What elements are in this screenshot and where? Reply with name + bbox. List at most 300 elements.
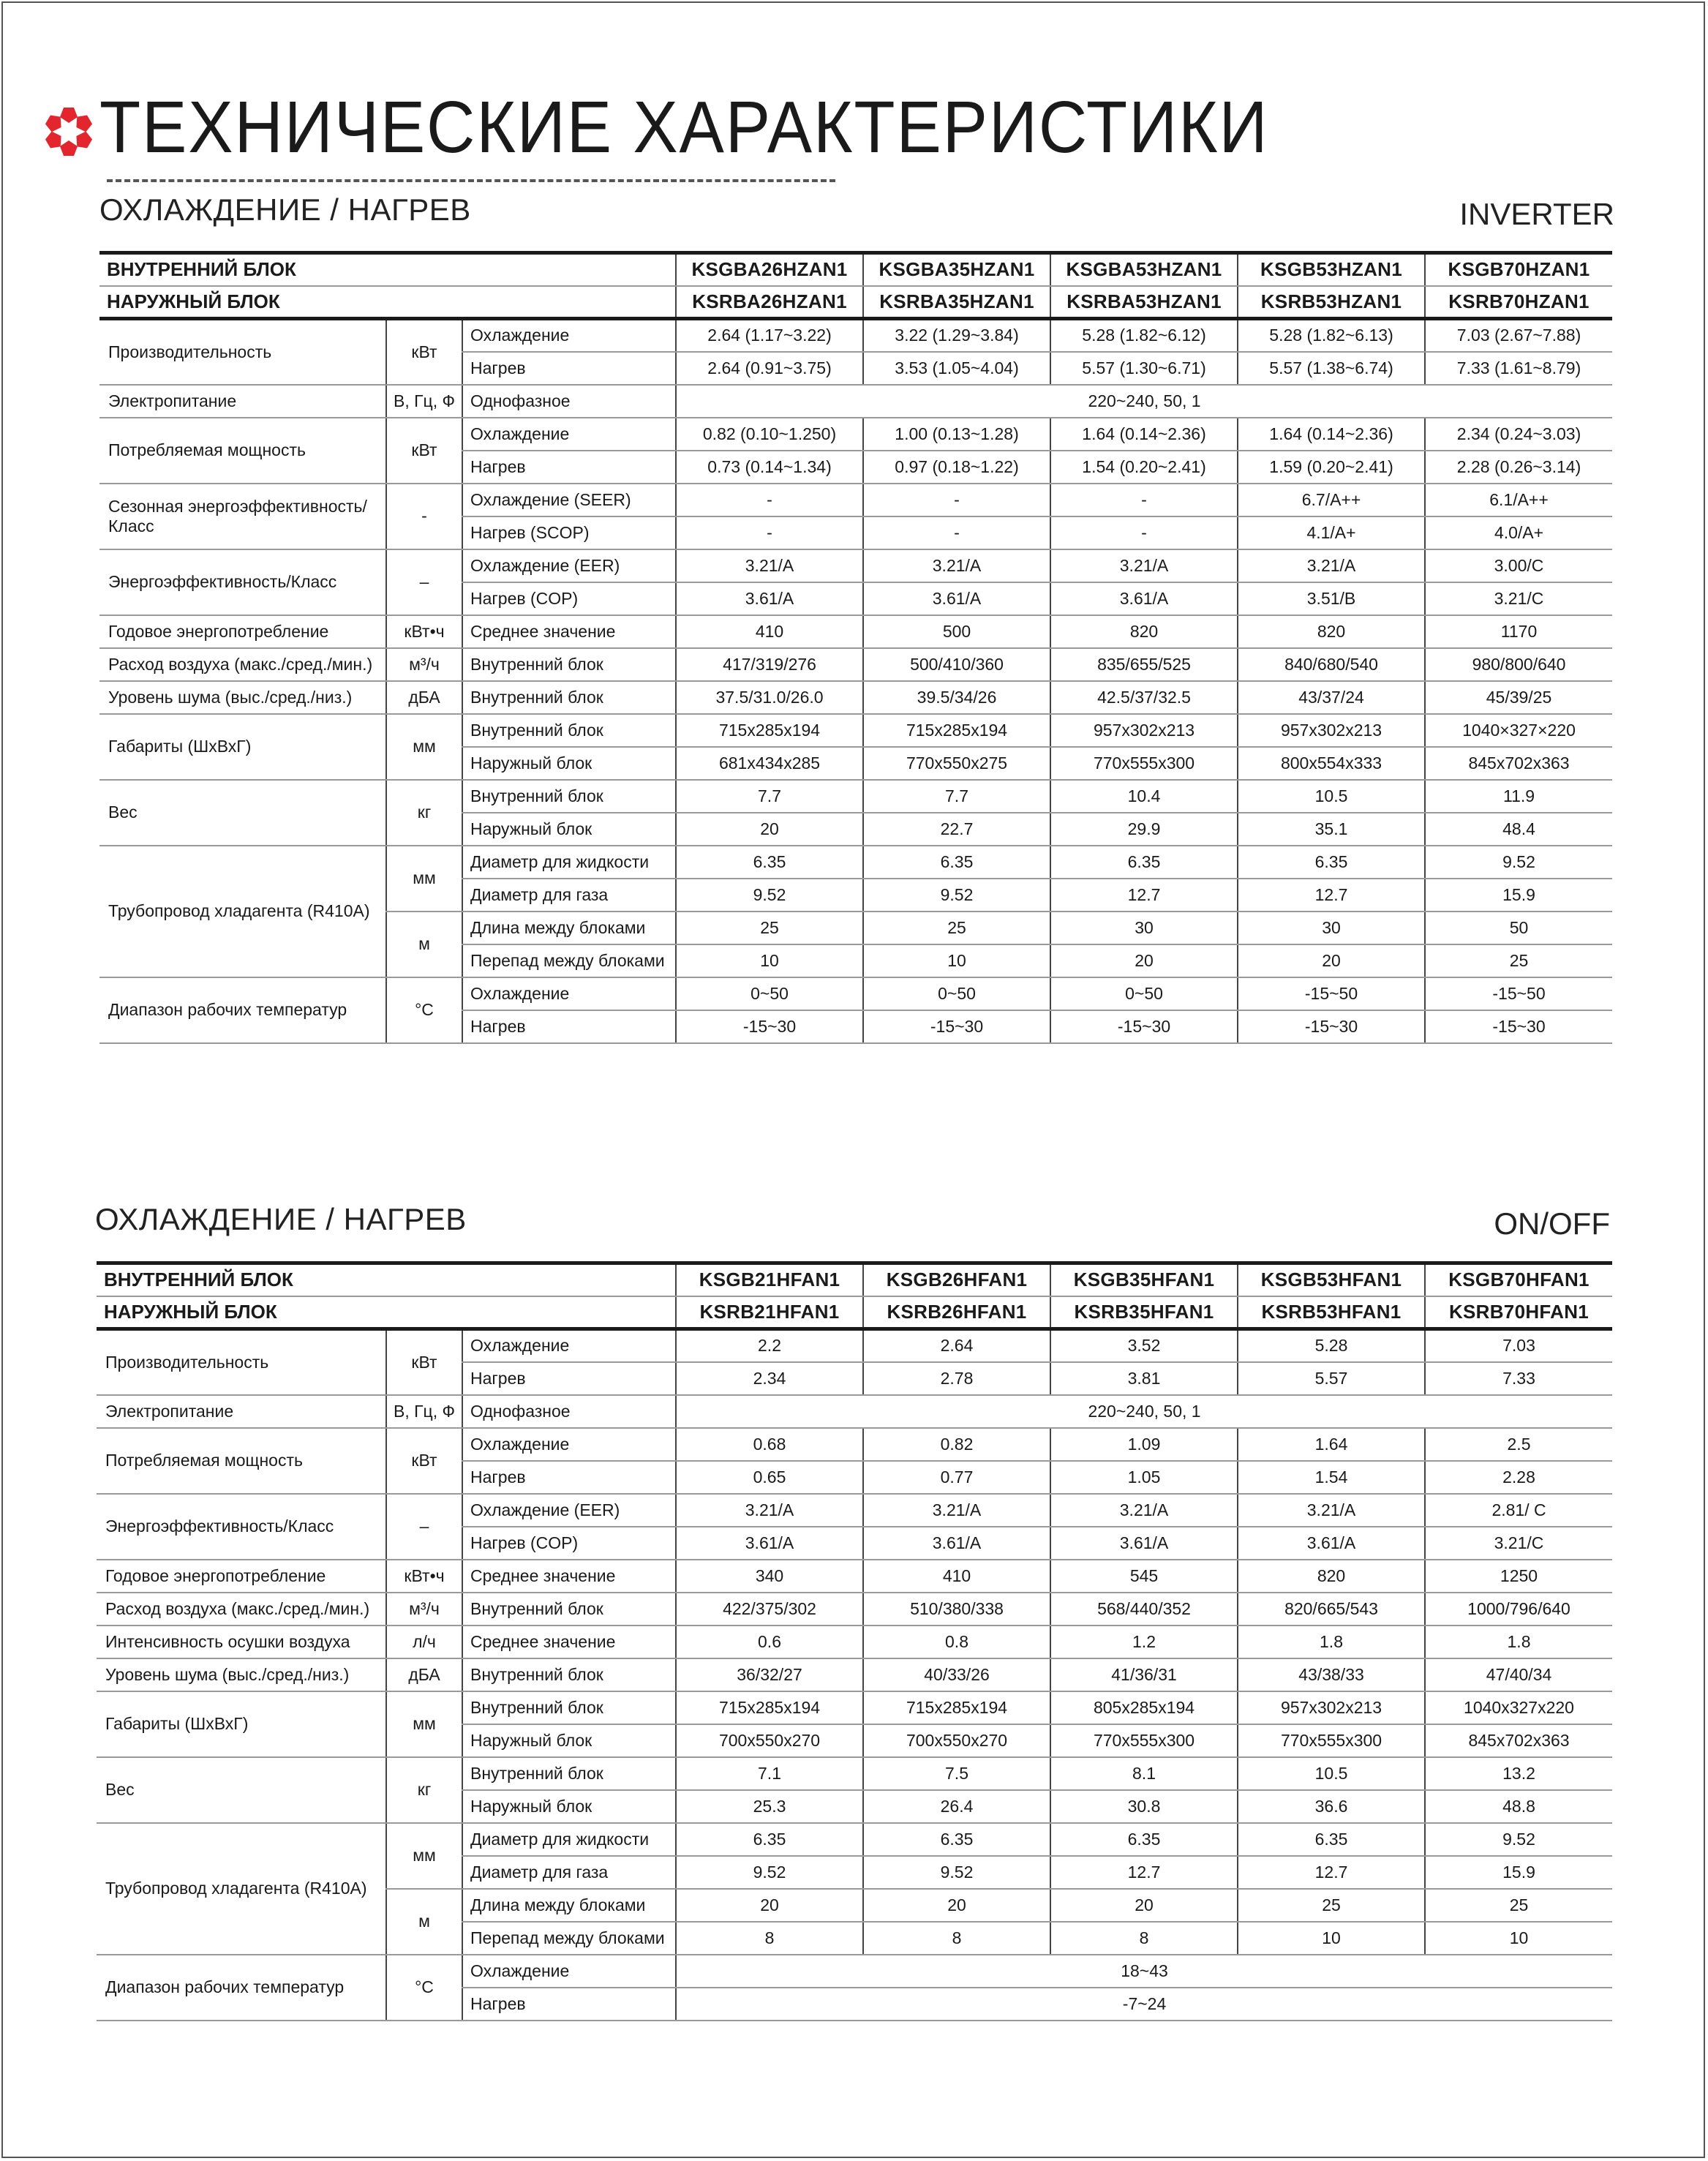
mode-label: Наружный блок bbox=[462, 1724, 676, 1757]
param-unit: м bbox=[386, 1889, 462, 1955]
spec-row bbox=[97, 1823, 1612, 1856]
value-cell: 45/39/25 bbox=[1425, 681, 1612, 714]
inverter-section-title: ОХЛАЖДЕНИЕ / НАГРЕВ bbox=[99, 192, 471, 227]
param-unit: кВт•ч bbox=[386, 1560, 462, 1593]
value-cell: 10 bbox=[1238, 1922, 1425, 1955]
mode-label: Охлаждение bbox=[462, 1955, 676, 1988]
spec-row bbox=[99, 846, 1612, 879]
value-cell: 770x550x275 bbox=[863, 747, 1050, 780]
value-cell: -15~30 bbox=[1050, 1010, 1238, 1043]
mode-label: Внутренний блок bbox=[462, 1658, 676, 1691]
value-cell: 10.5 bbox=[1238, 1757, 1425, 1790]
value-cell: 700x550x270 bbox=[863, 1724, 1050, 1757]
value-cell: 845x702x363 bbox=[1425, 747, 1612, 780]
value-cell: 715x285x194 bbox=[863, 714, 1050, 747]
value-cell: 957x302x213 bbox=[1238, 1691, 1425, 1724]
value-cell: 9.52 bbox=[1425, 846, 1612, 879]
value-cell: 2.28 bbox=[1425, 1461, 1612, 1494]
mode-label: Наружный блок bbox=[462, 747, 676, 780]
value-cell: 15.9 bbox=[1425, 879, 1612, 912]
spec-row bbox=[99, 648, 1612, 681]
value-cell: 3.21/C bbox=[1425, 582, 1612, 615]
value-cell: 3.81 bbox=[1050, 1362, 1238, 1395]
value-cell: - bbox=[863, 516, 1050, 549]
indoor-unit-header-row bbox=[99, 253, 1612, 286]
spec-row bbox=[97, 1955, 1612, 1988]
mode-label: Охлаждение (EER) bbox=[462, 549, 676, 582]
param-unit: мм bbox=[386, 846, 462, 912]
value-cell: 8 bbox=[1050, 1922, 1238, 1955]
outdoor-unit-label: НАРУЖНЫЙ БЛОК bbox=[97, 1296, 676, 1329]
page-title: ТЕХНИЧЕСКИЕ ХАРАКТЕРИСТИКИ bbox=[99, 86, 1269, 168]
mode-label: Диаметр для жидкости bbox=[462, 846, 676, 879]
shared-value-cell: -7~24 bbox=[676, 1988, 1612, 2021]
value-cell: 41/36/31 bbox=[1050, 1658, 1238, 1691]
outdoor-unit-header-row bbox=[99, 286, 1612, 319]
value-cell: 410 bbox=[676, 615, 863, 648]
indoor-model-name: KSGB70HZAN1 bbox=[1425, 253, 1612, 286]
value-cell: 1.2 bbox=[1050, 1626, 1238, 1658]
param-name: Трубопровод хладагента (R410A) bbox=[97, 1823, 386, 1955]
value-cell: 1250 bbox=[1425, 1560, 1612, 1593]
value-cell: 545 bbox=[1050, 1560, 1238, 1593]
mode-label: Охлаждение bbox=[462, 418, 676, 451]
value-cell: 6.35 bbox=[863, 846, 1050, 879]
value-cell: 6.35 bbox=[1050, 1823, 1238, 1856]
value-cell: 43/37/24 bbox=[1238, 681, 1425, 714]
value-cell: 715x285x194 bbox=[863, 1691, 1050, 1724]
indoor-unit-label: ВНУТРЕННИЙ БЛОК bbox=[97, 1263, 676, 1296]
mode-label: Диаметр для газа bbox=[462, 1856, 676, 1889]
param-unit: В, Гц, Ф bbox=[386, 385, 462, 418]
spec-row bbox=[97, 1593, 1612, 1626]
param-name: Интенсивность осушки воздуха bbox=[97, 1626, 386, 1658]
mode-label: Охлаждение bbox=[462, 1329, 676, 1362]
value-cell: 20 bbox=[1238, 944, 1425, 977]
mode-label: Перепад между блоками bbox=[462, 1922, 676, 1955]
outdoor-model-name: KSRB70HZAN1 bbox=[1425, 286, 1612, 319]
value-cell: 20 bbox=[1050, 944, 1238, 977]
value-cell: 3.61/A bbox=[1050, 1527, 1238, 1560]
value-cell: 43/38/33 bbox=[1238, 1658, 1425, 1691]
value-cell: 6.35 bbox=[676, 846, 863, 879]
value-cell: 5.28 (1.82~6.12) bbox=[1050, 319, 1238, 352]
value-cell: 40/33/26 bbox=[863, 1658, 1050, 1691]
value-cell: - bbox=[676, 516, 863, 549]
spec-row bbox=[99, 615, 1612, 648]
value-cell: 15.9 bbox=[1425, 1856, 1612, 1889]
value-cell: 1.59 (0.20~2.41) bbox=[1238, 451, 1425, 484]
outdoor-model-name: KSRB70HFAN1 bbox=[1425, 1296, 1612, 1329]
param-name: Производительность bbox=[99, 319, 386, 385]
value-cell: -15~30 bbox=[1425, 1010, 1612, 1043]
mode-label: Диаметр для газа bbox=[462, 879, 676, 912]
value-cell: 0.77 bbox=[863, 1461, 1050, 1494]
value-cell: 957x302x213 bbox=[1050, 714, 1238, 747]
value-cell: 1.64 bbox=[1238, 1428, 1425, 1461]
indoor-model-name: KSGB35HFAN1 bbox=[1050, 1263, 1238, 1296]
value-cell: 820 bbox=[1050, 615, 1238, 648]
value-cell: 410 bbox=[863, 1560, 1050, 1593]
indoor-model-name: KSGB53HFAN1 bbox=[1238, 1263, 1425, 1296]
value-cell: 3.53 (1.05~4.04) bbox=[863, 352, 1050, 385]
param-unit: мм bbox=[386, 1691, 462, 1757]
spec-row bbox=[97, 1560, 1612, 1593]
value-cell: 7.5 bbox=[863, 1757, 1050, 1790]
param-unit: дБА bbox=[386, 681, 462, 714]
spec-row bbox=[99, 549, 1612, 582]
param-name: Годовое энергопотребление bbox=[99, 615, 386, 648]
value-cell: 0.97 (0.18~1.22) bbox=[863, 451, 1050, 484]
value-cell: 1040x327x220 bbox=[1425, 1691, 1612, 1724]
value-cell: 770x555x300 bbox=[1238, 1724, 1425, 1757]
value-cell: 10.5 bbox=[1238, 780, 1425, 813]
value-cell: 7.7 bbox=[676, 780, 863, 813]
spec-row bbox=[99, 714, 1612, 747]
value-cell: 4.1/A+ bbox=[1238, 516, 1425, 549]
mode-label: Внутренний блок bbox=[462, 681, 676, 714]
spec-row bbox=[99, 418, 1612, 451]
spec-row bbox=[97, 1428, 1612, 1461]
param-name: Диапазон рабочих температур bbox=[97, 1955, 386, 2021]
onoff-section-title: ОХЛАЖДЕНИЕ / НАГРЕВ bbox=[95, 1202, 467, 1236]
value-cell: 2.2 bbox=[676, 1329, 863, 1362]
param-unit: °С bbox=[386, 1955, 462, 2021]
param-unit: °С bbox=[386, 977, 462, 1043]
value-cell: 1.64 (0.14~2.36) bbox=[1050, 418, 1238, 451]
spec-row bbox=[97, 1494, 1612, 1527]
indoor-model-name: KSGB21HFAN1 bbox=[676, 1263, 863, 1296]
outdoor-model-name: KSRBA53HZAN1 bbox=[1050, 286, 1238, 319]
value-cell: 5.57 (1.30~6.71) bbox=[1050, 352, 1238, 385]
mode-label: Охлаждение bbox=[462, 977, 676, 1010]
value-cell: 0.65 bbox=[676, 1461, 863, 1494]
value-cell: 9.52 bbox=[676, 1856, 863, 1889]
value-cell: 25 bbox=[1425, 944, 1612, 977]
mode-label: Нагрев bbox=[462, 1988, 676, 2021]
param-name: Потребляемая мощность bbox=[97, 1428, 386, 1494]
mode-label: Внутренний блок bbox=[462, 1757, 676, 1790]
value-cell: 3.21/A bbox=[1238, 1494, 1425, 1527]
value-cell: 3.52 bbox=[1050, 1329, 1238, 1362]
value-cell: 1.8 bbox=[1238, 1626, 1425, 1658]
mode-label: Охлаждение (EER) bbox=[462, 1494, 676, 1527]
param-name: Энергоэффективность/Класс bbox=[97, 1494, 386, 1560]
value-cell: 5.28 (1.82~6.13) bbox=[1238, 319, 1425, 352]
indoor-unit-label: ВНУТРЕННИЙ БЛОК bbox=[99, 253, 676, 286]
value-cell: 26.4 bbox=[863, 1790, 1050, 1823]
value-cell: 835/655/525 bbox=[1050, 648, 1238, 681]
param-name: Расход воздуха (макс./сред./мин.) bbox=[99, 648, 386, 681]
inverter-mode-label: INVERTER bbox=[1459, 197, 1614, 231]
value-cell: 500 bbox=[863, 615, 1050, 648]
spec-row bbox=[97, 1395, 1612, 1428]
value-cell: 47/40/34 bbox=[1425, 1658, 1612, 1691]
value-cell: 9.52 bbox=[863, 1856, 1050, 1889]
value-cell: 820 bbox=[1238, 615, 1425, 648]
value-cell: 30 bbox=[1050, 912, 1238, 944]
value-cell: 2.78 bbox=[863, 1362, 1050, 1395]
onoff-spec-table bbox=[97, 1261, 1612, 2021]
param-name: Производительность bbox=[97, 1329, 386, 1395]
value-cell: 20 bbox=[1050, 1889, 1238, 1922]
value-cell: 681x434x285 bbox=[676, 747, 863, 780]
param-name: Диапазон рабочих температур bbox=[99, 977, 386, 1043]
mode-label: Среднее значение bbox=[462, 1560, 676, 1593]
param-unit: мм bbox=[386, 1823, 462, 1889]
param-name: Энергоэффективность/Класс bbox=[99, 549, 386, 615]
value-cell: 2.81/ C bbox=[1425, 1494, 1612, 1527]
param-name: Габариты (ШхВхГ) bbox=[99, 714, 386, 780]
value-cell: 7.03 bbox=[1425, 1329, 1612, 1362]
param-unit: кВт bbox=[386, 418, 462, 484]
mode-label: Наружный блок bbox=[462, 1790, 676, 1823]
mode-label: Среднее значение bbox=[462, 1626, 676, 1658]
value-cell: 2.28 (0.26~3.14) bbox=[1425, 451, 1612, 484]
param-name: Расход воздуха (макс./сред./мин.) bbox=[97, 1593, 386, 1626]
mode-label: Охлаждение bbox=[462, 319, 676, 352]
value-cell: 12.7 bbox=[1050, 879, 1238, 912]
shared-value-cell: 18~43 bbox=[676, 1955, 1612, 1988]
value-cell: 37.5/31.0/26.0 bbox=[676, 681, 863, 714]
spec-row bbox=[97, 1757, 1612, 1790]
value-cell: 48.8 bbox=[1425, 1790, 1612, 1823]
value-cell: 0.82 bbox=[863, 1428, 1050, 1461]
value-cell: 0~50 bbox=[863, 977, 1050, 1010]
value-cell: 10 bbox=[863, 944, 1050, 977]
mode-label: Нагрев (COP) bbox=[462, 582, 676, 615]
value-cell: 2.64 (1.17~3.22) bbox=[676, 319, 863, 352]
value-cell: 1.09 bbox=[1050, 1428, 1238, 1461]
value-cell: 1.54 (0.20~2.41) bbox=[1050, 451, 1238, 484]
outdoor-model-name: KSRB35HFAN1 bbox=[1050, 1296, 1238, 1329]
value-cell: 820 bbox=[1238, 1560, 1425, 1593]
onoff-mode-label: ON/OFF bbox=[1494, 1206, 1610, 1241]
param-name: Потребляемая мощность bbox=[99, 418, 386, 484]
indoor-model-name: KSGB53HZAN1 bbox=[1238, 253, 1425, 286]
value-cell: 3.21/A bbox=[676, 549, 863, 582]
param-unit: В, Гц, Ф bbox=[386, 1395, 462, 1428]
value-cell: 36/32/27 bbox=[676, 1658, 863, 1691]
value-cell: 800x554x333 bbox=[1238, 747, 1425, 780]
outdoor-model-name: KSRB53HZAN1 bbox=[1238, 286, 1425, 319]
value-cell: 9.52 bbox=[676, 879, 863, 912]
value-cell: -15~30 bbox=[676, 1010, 863, 1043]
mode-label: Нагрев (SCOP) bbox=[462, 516, 676, 549]
param-name: Уровень шума (выс./сред./низ.) bbox=[97, 1658, 386, 1691]
value-cell: 6.35 bbox=[1238, 1823, 1425, 1856]
param-unit: м bbox=[386, 912, 462, 977]
mode-label: Охлаждение (SEER) bbox=[462, 484, 676, 516]
value-cell: 6.35 bbox=[676, 1823, 863, 1856]
value-cell: 3.21/A bbox=[863, 549, 1050, 582]
param-name: Электропитание bbox=[99, 385, 386, 418]
value-cell: 3.21/A bbox=[676, 1494, 863, 1527]
indoor-model-name: KSGB26HFAN1 bbox=[863, 1263, 1050, 1296]
value-cell: 3.21/C bbox=[1425, 1527, 1612, 1560]
indoor-unit-header-row bbox=[97, 1263, 1612, 1296]
value-cell: 700x550x270 bbox=[676, 1724, 863, 1757]
value-cell: 957x302x213 bbox=[1238, 714, 1425, 747]
param-unit: кг bbox=[386, 780, 462, 846]
value-cell: 2.64 bbox=[863, 1329, 1050, 1362]
value-cell: 3.61/A bbox=[863, 1527, 1050, 1560]
value-cell: 4.0/A+ bbox=[1425, 516, 1612, 549]
value-cell: 510/380/338 bbox=[863, 1593, 1050, 1626]
value-cell: 13.2 bbox=[1425, 1757, 1612, 1790]
value-cell: 3.21/A bbox=[1238, 549, 1425, 582]
outdoor-unit-label: НАРУЖНЫЙ БЛОК bbox=[99, 286, 676, 319]
value-cell: 9.52 bbox=[863, 879, 1050, 912]
indoor-model-name: KSGBA53HZAN1 bbox=[1050, 253, 1238, 286]
shared-value-cell: 220~240, 50, 1 bbox=[676, 385, 1612, 418]
value-cell: 3.61/A bbox=[676, 1527, 863, 1560]
value-cell: 3.51/B bbox=[1238, 582, 1425, 615]
value-cell: 568/440/352 bbox=[1050, 1593, 1238, 1626]
outdoor-unit-header-row bbox=[97, 1296, 1612, 1329]
mode-label: Длина между блоками bbox=[462, 1889, 676, 1922]
param-name: Габариты (ШхВхГ) bbox=[97, 1691, 386, 1757]
spec-row bbox=[97, 1626, 1612, 1658]
param-name: Трубопровод хладагента (R410A) bbox=[99, 846, 386, 977]
value-cell: 7.33 bbox=[1425, 1362, 1612, 1395]
param-unit: дБА bbox=[386, 1658, 462, 1691]
value-cell: 3.00/C bbox=[1425, 549, 1612, 582]
value-cell: - bbox=[676, 484, 863, 516]
mode-label: Внутренний блок bbox=[462, 1593, 676, 1626]
value-cell: - bbox=[1050, 516, 1238, 549]
outdoor-model-name: KSRBA26HZAN1 bbox=[676, 286, 863, 319]
param-name: Сезонная энергоэффективность/ Класс bbox=[99, 484, 386, 549]
value-cell: 6.35 bbox=[1050, 846, 1238, 879]
value-cell: 0.8 bbox=[863, 1626, 1050, 1658]
param-name: Годовое энергопотребление bbox=[97, 1560, 386, 1593]
value-cell: 3.61/A bbox=[676, 582, 863, 615]
param-unit: мм bbox=[386, 714, 462, 780]
value-cell: 6.35 bbox=[1238, 846, 1425, 879]
value-cell: 42.5/37/32.5 bbox=[1050, 681, 1238, 714]
value-cell: 35.1 bbox=[1238, 813, 1425, 846]
value-cell: 7.33 (1.61~8.79) bbox=[1425, 352, 1612, 385]
value-cell: 39.5/34/26 bbox=[863, 681, 1050, 714]
value-cell: 840/680/540 bbox=[1238, 648, 1425, 681]
indoor-model-name: KSGB70HFAN1 bbox=[1425, 1263, 1612, 1296]
value-cell: 715x285x194 bbox=[676, 714, 863, 747]
value-cell: 20 bbox=[863, 1889, 1050, 1922]
value-cell: 0~50 bbox=[676, 977, 863, 1010]
indoor-model-name: KSGBA35HZAN1 bbox=[863, 253, 1050, 286]
value-cell: 820/665/543 bbox=[1238, 1593, 1425, 1626]
value-cell: 1040×327×220 bbox=[1425, 714, 1612, 747]
param-unit: кВт•ч bbox=[386, 615, 462, 648]
param-unit: л/ч bbox=[386, 1626, 462, 1658]
value-cell: 715x285x194 bbox=[676, 1691, 863, 1724]
value-cell: 1.54 bbox=[1238, 1461, 1425, 1494]
value-cell: 417/319/276 bbox=[676, 648, 863, 681]
mode-label: Наружный блок bbox=[462, 813, 676, 846]
mode-label: Среднее значение bbox=[462, 615, 676, 648]
value-cell: 25 bbox=[1238, 1889, 1425, 1922]
value-cell: 980/800/640 bbox=[1425, 648, 1612, 681]
mode-label: Однофазное bbox=[462, 385, 676, 418]
mode-label: Внутренний блок bbox=[462, 780, 676, 813]
value-cell: 8 bbox=[863, 1922, 1050, 1955]
param-unit: - bbox=[386, 484, 462, 549]
param-unit: – bbox=[386, 549, 462, 615]
value-cell: 5.57 bbox=[1238, 1362, 1425, 1395]
value-cell: 3.21/A bbox=[1050, 549, 1238, 582]
mode-label: Нагрев (COP) bbox=[462, 1527, 676, 1560]
value-cell: -15~50 bbox=[1425, 977, 1612, 1010]
mode-label: Нагрев bbox=[462, 1461, 676, 1494]
value-cell: - bbox=[863, 484, 1050, 516]
value-cell: 0.73 (0.14~1.34) bbox=[676, 451, 863, 484]
value-cell: 50 bbox=[1425, 912, 1612, 944]
value-cell: 30.8 bbox=[1050, 1790, 1238, 1823]
value-cell: 10.4 bbox=[1050, 780, 1238, 813]
value-cell: 500/410/360 bbox=[863, 648, 1050, 681]
value-cell: 2.5 bbox=[1425, 1428, 1612, 1461]
value-cell: 805x285x194 bbox=[1050, 1691, 1238, 1724]
value-cell: 2.34 (0.24~3.03) bbox=[1425, 418, 1612, 451]
spec-row bbox=[99, 977, 1612, 1010]
outdoor-model-name: KSRB53HFAN1 bbox=[1238, 1296, 1425, 1329]
value-cell: 25 bbox=[1425, 1889, 1612, 1922]
outdoor-model-name: KSRBA35HZAN1 bbox=[863, 286, 1050, 319]
value-cell: 0.82 (0.10~1.250) bbox=[676, 418, 863, 451]
value-cell: 340 bbox=[676, 1560, 863, 1593]
spec-row bbox=[97, 1658, 1612, 1691]
value-cell: -15~30 bbox=[1238, 1010, 1425, 1043]
mode-label: Внутренний блок bbox=[462, 648, 676, 681]
value-cell: 20 bbox=[676, 813, 863, 846]
spec-row bbox=[99, 385, 1612, 418]
param-name: Уровень шума (выс./сред./низ.) bbox=[99, 681, 386, 714]
spec-row bbox=[99, 780, 1612, 813]
value-cell: 1170 bbox=[1425, 615, 1612, 648]
value-cell: 7.03 (2.67~7.88) bbox=[1425, 319, 1612, 352]
spec-row bbox=[97, 1691, 1612, 1724]
value-cell: 3.61/A bbox=[1050, 582, 1238, 615]
mode-label: Нагрев bbox=[462, 1362, 676, 1395]
value-cell: 6.1/A++ bbox=[1425, 484, 1612, 516]
value-cell: 3.21/A bbox=[1050, 1494, 1238, 1527]
value-cell: 1.00 (0.13~1.28) bbox=[863, 418, 1050, 451]
mode-label: Нагрев bbox=[462, 451, 676, 484]
inverter-spec-table bbox=[99, 251, 1612, 1044]
outdoor-model-name: KSRB21HFAN1 bbox=[676, 1296, 863, 1329]
value-cell: 10 bbox=[676, 944, 863, 977]
value-cell: 25.3 bbox=[676, 1790, 863, 1823]
value-cell: 25 bbox=[863, 912, 1050, 944]
spec-row bbox=[99, 319, 1612, 352]
value-cell: 36.6 bbox=[1238, 1790, 1425, 1823]
value-cell: 30 bbox=[1238, 912, 1425, 944]
spec-row bbox=[99, 484, 1612, 516]
param-unit: м³/ч bbox=[386, 648, 462, 681]
value-cell: 3.61/A bbox=[1238, 1527, 1425, 1560]
mode-label: Внутренний блок bbox=[462, 1691, 676, 1724]
value-cell: 5.28 bbox=[1238, 1329, 1425, 1362]
value-cell: 1000/796/640 bbox=[1425, 1593, 1612, 1626]
value-cell: 6.7/A++ bbox=[1238, 484, 1425, 516]
outdoor-model-name: KSRB26HFAN1 bbox=[863, 1296, 1050, 1329]
value-cell: 0.6 bbox=[676, 1626, 863, 1658]
value-cell: -15~50 bbox=[1238, 977, 1425, 1010]
spec-row bbox=[99, 681, 1612, 714]
value-cell: 20 bbox=[676, 1889, 863, 1922]
value-cell: 5.57 (1.38~6.74) bbox=[1238, 352, 1425, 385]
